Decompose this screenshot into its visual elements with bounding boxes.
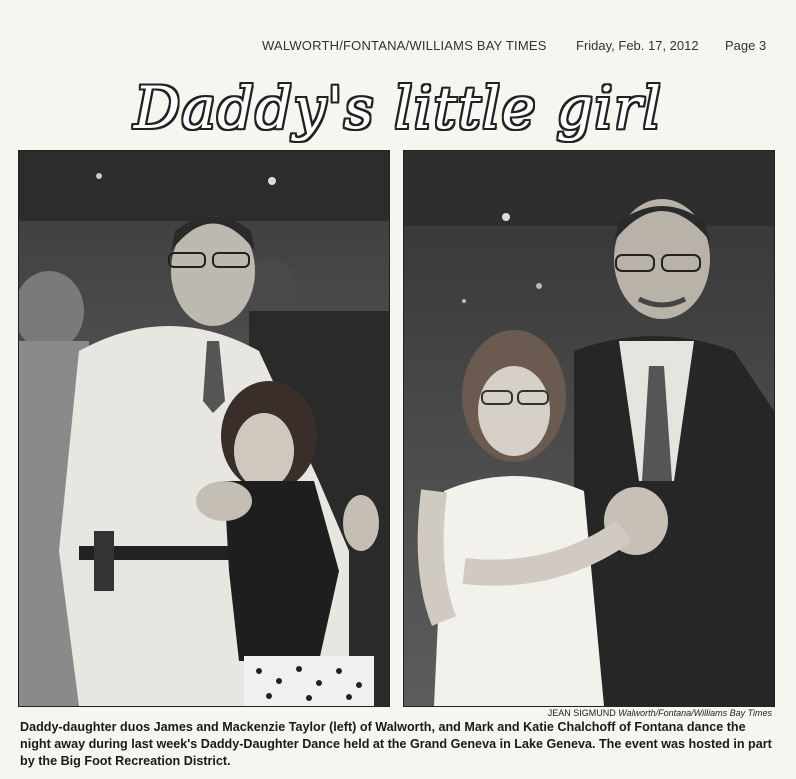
publication-name: WALWORTH/FONTANA/WILLIAMS BAY TIMES bbox=[262, 38, 547, 53]
headline: Daddy's little girl bbox=[133, 74, 663, 142]
photo-chalchoff-dance bbox=[403, 150, 775, 707]
page-number: Page 3 bbox=[725, 38, 767, 53]
photo-credit bbox=[0, 708, 772, 718]
issue-date: Friday, Feb. 17, 2012 bbox=[576, 38, 699, 53]
credit-publication: Walworth/Fontana/Williams Bay Times bbox=[618, 708, 772, 718]
photo-left-illustration bbox=[19, 151, 389, 706]
photographer-name: JEAN SIGMUND bbox=[547, 708, 616, 718]
photo-right-illustration bbox=[404, 151, 774, 706]
photo-taylor-dance bbox=[18, 150, 390, 707]
page-header bbox=[0, 38, 796, 58]
photo-caption: Daddy-daughter duos James and Mackenzie Taylor (left) of Walworth, and Mark and Katie Chalchoff of Fontana dance the night away during last week's Daddy-Daughter Dance held at the Grand Geneva in Lake Geneva. The event was hosted in part by the Big Foot Recreation District. bbox=[20, 720, 772, 768]
